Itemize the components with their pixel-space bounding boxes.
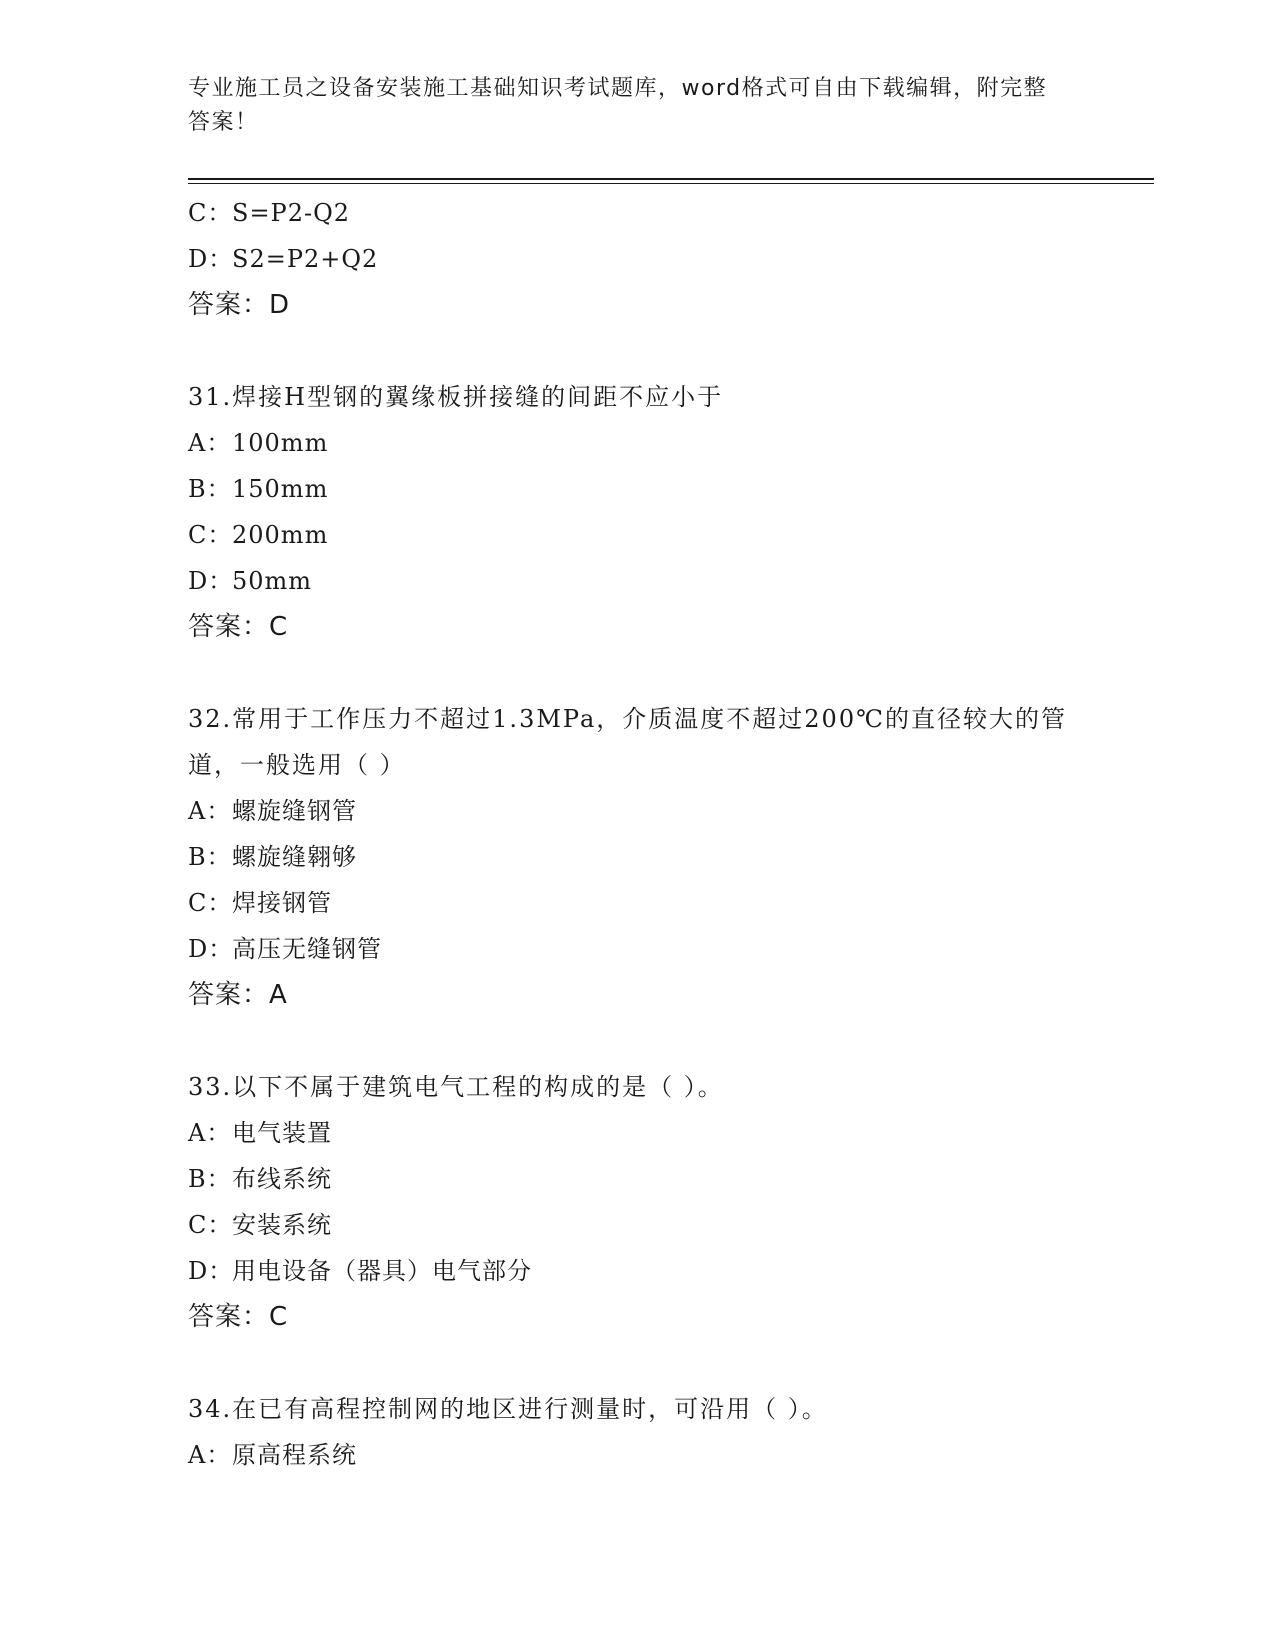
option-b: B：150mm <box>188 475 329 503</box>
prev-question-block <box>188 190 1154 328</box>
answer-line: 答案：C <box>188 612 289 642</box>
option-d: D：S2=P2+Q2 <box>188 245 379 273</box>
option-a: A：100mm <box>188 429 329 457</box>
question-text: 34.在已有高程控制网的地区进行测量时，可沿用（ ）。 <box>188 1395 828 1423</box>
answer-line: 答案：A <box>188 980 288 1010</box>
question-31-block <box>188 374 1154 650</box>
question-text: 32.常用于工作压力不超过1.3MPa，介质温度不超过200℃的直径较大的管道，一般选用（ ） <box>188 705 1067 779</box>
document-header: 专业施工员之设备安装施工基础知识考试题库，word格式可自由下载编辑，附完整答案！ <box>188 76 1048 135</box>
option-c: C：焊接钢管 <box>188 889 332 917</box>
option-a: A：螺旋缝钢管 <box>188 797 357 825</box>
question-text: 31.焊接H型钢的翼缘板拼接缝的间距不应小于 <box>188 383 724 411</box>
header-divider <box>188 178 1154 184</box>
question-34-block <box>188 1386 1154 1478</box>
question-33-block <box>188 1064 1154 1340</box>
option-a: A：电气装置 <box>188 1119 332 1147</box>
question-list <box>188 190 1154 1478</box>
option-d: D：高压无缝钢管 <box>188 935 382 963</box>
question-32-block <box>188 696 1154 1018</box>
answer-line: 答案：D <box>188 290 291 320</box>
option-a: A：原高程系统 <box>188 1441 357 1469</box>
option-b: B：布线系统 <box>188 1165 332 1193</box>
question-text: 33.以下不属于建筑电气工程的构成的是（ ）。 <box>188 1073 724 1101</box>
option-d: D：50mm <box>188 567 313 595</box>
answer-line: 答案：C <box>188 1302 289 1332</box>
header-rule-thin <box>188 183 1154 184</box>
option-c: C：S=P2-Q2 <box>188 199 351 227</box>
option-d: D：用电设备（器具）电气部分 <box>188 1257 532 1285</box>
option-b: B：螺旋缝翱够 <box>188 843 357 871</box>
option-c: C：安装系统 <box>188 1211 332 1239</box>
option-c: C：200mm <box>188 521 329 549</box>
